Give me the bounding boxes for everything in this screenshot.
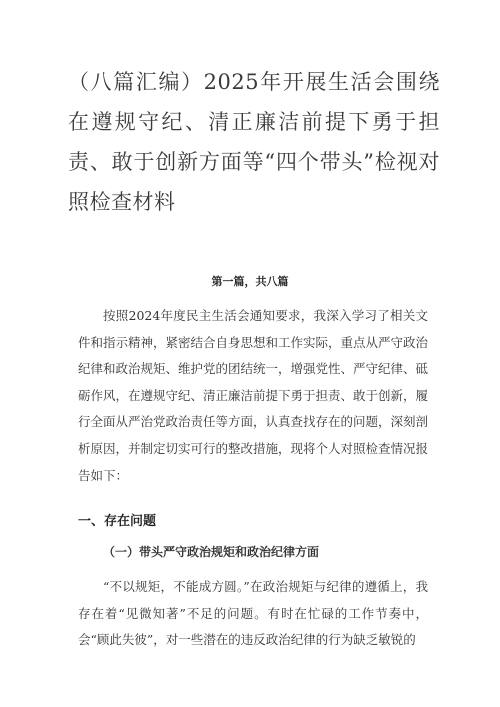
section-heading: 一、存在问题 bbox=[78, 514, 157, 529]
subsection-heading: （一）带头严守政治规矩和政治纪律方面 bbox=[103, 545, 320, 559]
section-marker: 第一篇，共八篇 bbox=[211, 275, 289, 288]
body-paragraph: “不以规矩，不能成方圆。”在政治规矩与纪律的遵循上，我存在着“见微知著”不足的问题。有时在忙碌的工作节奏中，会“顾此失彼”，对一些潜在的违反政治纪律的行为缺乏敏锐的 bbox=[78, 579, 428, 648]
document-title: （八篇汇编）2025年开展生活会围绕在遵规守纪、清正廉洁前提下勇于担责、敢于创新方面等“四个带头”检视对照检查材料 bbox=[68, 70, 440, 214]
intro-paragraph: 按照2024年度民主生活会通知要求，我深入学习了相关文件和指示精神，紧密结合自身思想和工作实际，重点从严守政治纪律和政治规矩、维护党的团结统一，增强党性、严守纪律、砥砺作风，在遵规守纪、清正廉洁前提下勇于担责、敢于创新，履行全面从严治党政治责任等方面，认真查找存在的问题，深刻剖析原因，并制定切实可行的整改措施，现将个人对照检查情况报告如下： bbox=[78, 308, 429, 483]
